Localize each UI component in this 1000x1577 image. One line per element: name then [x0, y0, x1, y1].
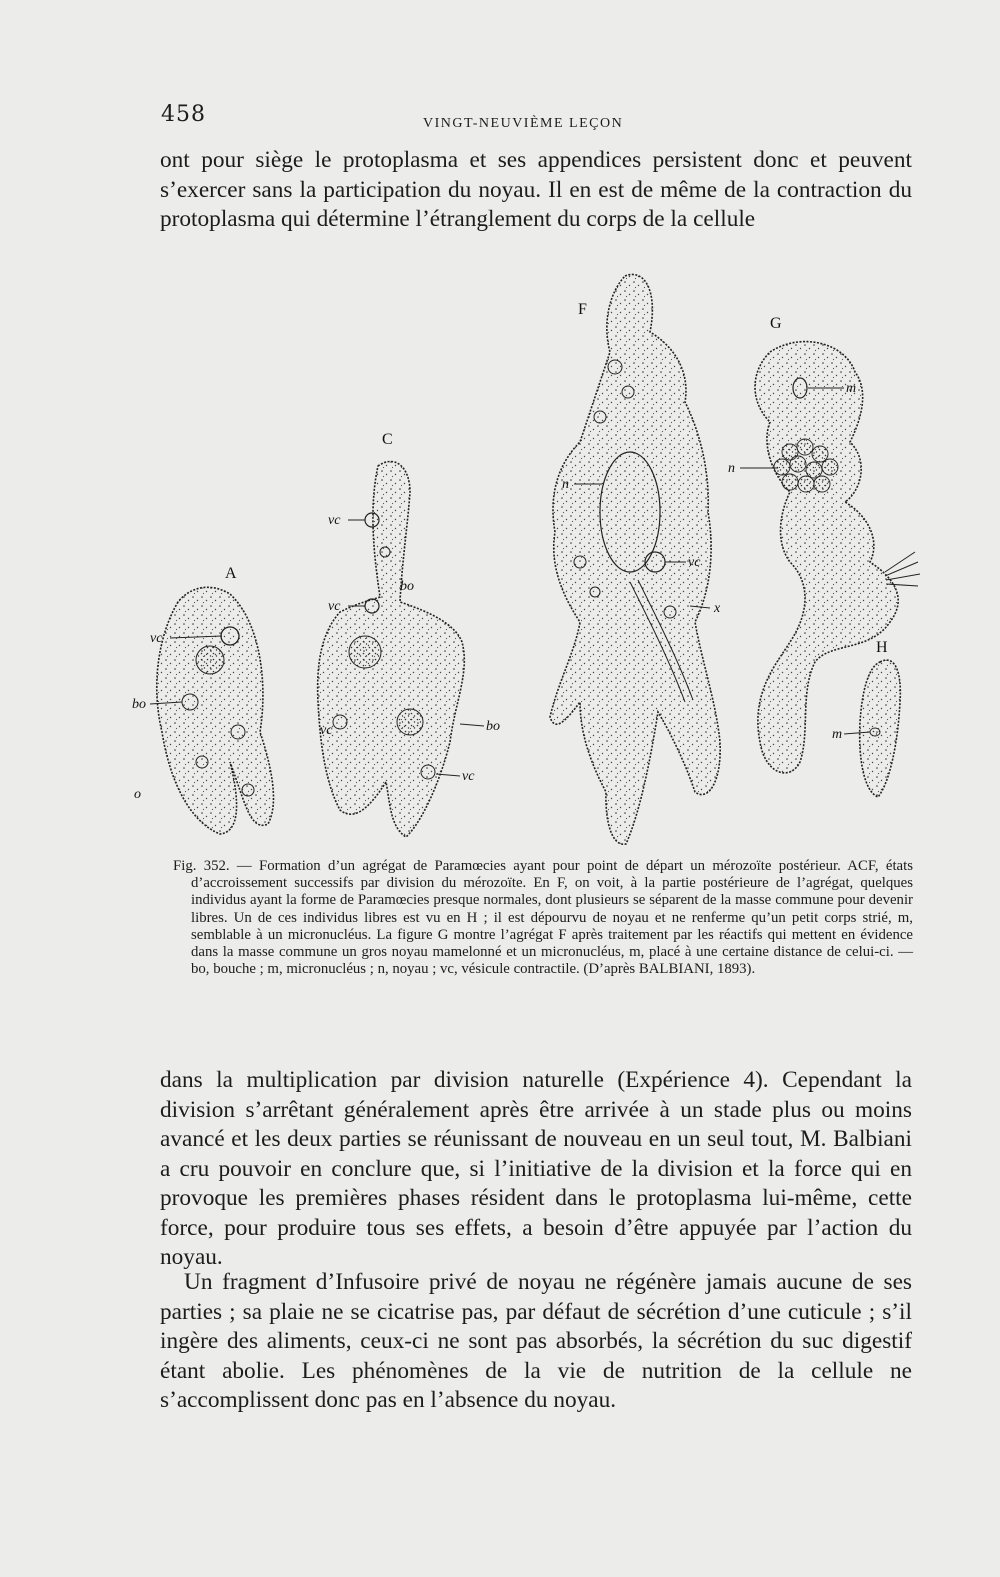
label-vc-a: vc: [150, 631, 163, 646]
panel-a-letter: A: [225, 565, 237, 582]
panel-h-letter: H: [876, 639, 888, 656]
panel-c-nucleus: [349, 636, 381, 668]
label-m-h: m: [832, 727, 843, 742]
panel-a-nucleus: [196, 646, 224, 674]
panel-c-letter: C: [382, 431, 393, 448]
panel-a: [132, 565, 273, 834]
panel-h-micronucleus: [870, 728, 880, 736]
page-number: 458: [161, 102, 206, 127]
figure-caption: [173, 858, 913, 978]
paragraph-bottom-1: dans la multiplication par division naturelle (Expérience 4). Cependant la division s’arrêtant généralement après être arrivée à un stade plus ou moins avancé et les deux parties se réunissant de nouveau en un seul tout, M. Balbiani a cru pouvoir en conclure que, si l’initiative de la division et la force qui en provoque les premières phases résident dans le protoplasma lui-même, cette force, pour produire tous ses effets, a besoin d’être appuyée par l’action du noyau.: [160, 1067, 912, 1270]
paragraph-top: ont pour siège le protoplasma et ses appendices persistent donc et peuvent s’exercer sans la participation du noyau. Il en est de même de la contraction du protoplasma qui détermine l’étranglement du corps de la cellule: [160, 147, 912, 232]
label-m-g: m: [846, 381, 857, 396]
label-vc-c1: vc: [328, 513, 341, 528]
label-bo-c1: bo: [400, 579, 414, 594]
label-vc-f: vc: [688, 555, 701, 570]
panel-c: [318, 431, 500, 837]
figure-352: [110, 262, 930, 860]
panel-f: [550, 274, 721, 844]
label-vc-c3: vc: [320, 723, 333, 738]
panel-h-body: [860, 660, 901, 797]
panel-h: [832, 639, 900, 797]
label-o-a: o: [134, 787, 141, 802]
panel-f-letter: F: [578, 301, 587, 318]
label-n-f: n: [562, 477, 569, 492]
leader-bo-c2: [460, 724, 484, 726]
panel-c-nucleus: [397, 709, 423, 735]
label-vc-c4: vc: [462, 769, 475, 784]
label-vc-c2: vc: [328, 599, 341, 614]
running-head: VINGT-NEUVIÈME LEÇON: [423, 116, 624, 131]
label-n-g: n: [728, 461, 735, 476]
label-bo-a: bo: [132, 697, 146, 712]
label-bo-c2: bo: [486, 719, 500, 734]
figure-illustration: [110, 262, 930, 860]
panel-g-letter: G: [770, 315, 782, 332]
caption-text: Formation d’un agrégat de Paramœcies ayant pour point de départ un mérozoïte postérieur. ACF, états d’accroissement successifs par division du mérozoïte. En F, on voit, à la partie postérieure de l’agrégat, quelques individus ayant la forme de Paramœcies presque normales, dont plusieurs se séparent de la masse commune pour devenir libres. Un de ces individus libres est vu en H ; il est dépourvu de noyau et ne renferme qu’un petit corps strié, m, semblable à un micronucléus. La figure G montre l’agrégat F après traitement par les réactifs qui mettent en évidence dans la masse commune un gros noyau mamelonné et un micronucléus, m, placé à une certaine distance de celui-ci. — bo, bouche ; m, micronucléus ; n, noyau ; vc, vésicule contractile. (D’après BALBIANI, 1893).: [191, 858, 913, 978]
panel-a-body: [157, 587, 274, 834]
caption-number: Fig. 352. —: [173, 858, 252, 874]
paragraph-bottom-2: Un fragment d’Infusoire privé de noyau ne régénère jamais aucune de ses parties ; sa plaie ne se cicatrise pas, par défaut de sécrétion d’une cuticule ; s’il ingère des aliments, ceux-ci ne sont pas absorbés, la sécrétion du suc digestif étant abolie. Les phénomènes de la vie de nutrition de la cellule ne s’accomplissent donc pas en l’absence du noyau.: [160, 1269, 912, 1413]
label-x-f: x: [714, 601, 721, 616]
